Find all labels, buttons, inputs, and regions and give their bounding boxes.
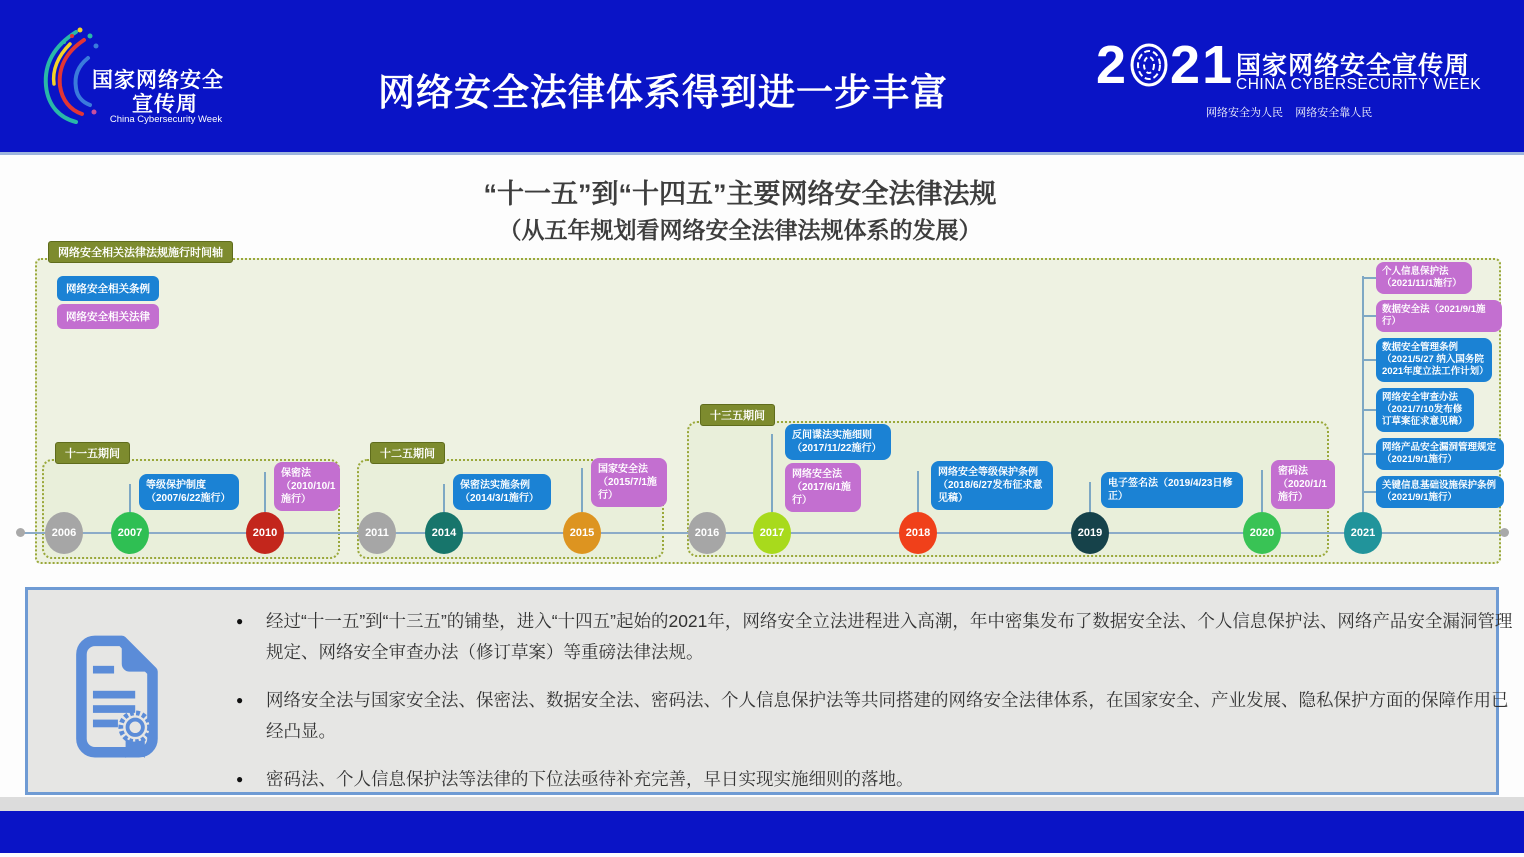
- event-connector: [264, 472, 266, 512]
- event-label: 网络安全等级保护条例（2018/6/27发布征求意见稿）: [931, 461, 1053, 510]
- year-node-2011: 2011: [358, 512, 396, 554]
- subtitle-line2: （从五年规划看网络安全法律法规体系的发展）: [498, 217, 982, 243]
- law-2021-label: 个人信息保护法（2021/11/1施行）: [1376, 262, 1472, 294]
- event-label: 反间谍法实施细则（2017/11/22施行）: [785, 424, 891, 460]
- footer-gray-strip: [0, 797, 1524, 811]
- year-node-2020: 2020: [1243, 512, 1281, 554]
- logo-left-cn-line2: 宣传周: [132, 93, 198, 116]
- event-connector: [129, 484, 131, 512]
- law-2021-label: 数据安全法（2021/9/1施行）: [1376, 300, 1502, 332]
- period-label: 十二五期间: [370, 442, 445, 464]
- event-connector: [443, 484, 445, 512]
- axis-end-dot: [16, 528, 25, 537]
- event-label: 等级保护制度（2007/6/22施行）: [139, 474, 239, 510]
- branch-line: [1363, 315, 1376, 317]
- event-label: 电子签名法（2019/4/23日修正）: [1101, 472, 1243, 508]
- event-label: 网络安全法（2017/6/1施行）: [785, 463, 861, 512]
- logo-right-en: CHINA CYBERSECURITY WEEK: [1236, 76, 1482, 93]
- branch-line: [1363, 409, 1376, 411]
- event-label: 保密法（2010/10/1施行）: [274, 462, 340, 511]
- legend-chip-regulation: 网络安全相关条例: [57, 276, 159, 301]
- logo-right-cn: 国家网络安全宣传周: [1236, 52, 1471, 80]
- event-label: 保密法实施条例（2014/3/1施行）: [453, 474, 551, 510]
- law-2021-label: 网络安全审查办法（2021/7/10发布修订草案征求意见稿）: [1376, 388, 1474, 432]
- notes-list: [266, 606, 1516, 812]
- year-node-2006: 2006: [45, 512, 83, 554]
- summary-notes-box: [25, 587, 1513, 795]
- year-node-2010: 2010: [246, 512, 284, 554]
- law-2021-label: 网络产品安全漏洞管理规定（2021/9/1施行）: [1376, 438, 1504, 470]
- event-label: 密码法（2020/1/1施行）: [1271, 460, 1335, 509]
- year-node-2016: 2016: [688, 512, 726, 554]
- logo-left-en: China Cybersecurity Week: [109, 114, 223, 125]
- law-2021-label: 关键信息基础设施保护条例（2021/9/1施行）: [1376, 476, 1504, 508]
- year-node-2014: 2014: [425, 512, 463, 554]
- event-connector: [1261, 470, 1263, 512]
- branch-line: [1363, 453, 1376, 455]
- trunk-2021: [1362, 276, 1364, 512]
- page-title: 网络安全法律体系得到进一步丰富: [378, 72, 948, 113]
- year-node-2018: 2018: [899, 512, 937, 554]
- period-label: 十三五期间: [700, 404, 775, 426]
- year-node-2007: 2007: [111, 512, 149, 554]
- year-node-2019: 2019: [1071, 512, 1109, 554]
- timeline-title-tag: 网络安全相关法律法规施行时间轴: [48, 241, 233, 263]
- year-node-2021: 2021: [1344, 512, 1382, 554]
- note-bullet: ● 密码法、个人信息保护法等法律的下位法亟待补充完善，早日实现实施细则的落地。: [266, 764, 1516, 795]
- logo-right-tagline: 网络安全为人民 网络安全靠人民: [1206, 107, 1373, 119]
- axis-end-dot: [1500, 528, 1509, 537]
- footer-blue-bar: [0, 811, 1524, 853]
- year-node-2015: 2015: [563, 512, 601, 554]
- event-connector: [1089, 482, 1091, 512]
- event-connector: [917, 471, 919, 512]
- legend-chip-law: 网络安全相关法律: [57, 304, 159, 329]
- logo-2021-digits: 21: [1170, 35, 1235, 95]
- event-connector: [581, 468, 583, 512]
- certificate-document-icon: [68, 635, 164, 761]
- branch-line: [1363, 491, 1376, 493]
- note-bullet: ● 经过“十一五”到“十三五”的铺垫，进入“十四五”起始的2021年，网络安全立法进程进入高潮，年中密集发布了数据安全法、个人信息保护法、网络产品安全漏洞管理规定、网络安全审查办法（修订草案）等重磅法律法规。: [266, 606, 1516, 668]
- logo-2021-digit: 2: [1096, 35, 1129, 95]
- subtitle-line1: “十一五”到“十四五”主要网络安全法律法规: [483, 179, 997, 209]
- law-2021-label: 数据安全管理条例（2021/5/27 纳入国务院2021年度立法工作计划）: [1376, 338, 1492, 382]
- year-node-2017: 2017: [753, 512, 791, 554]
- event-label: 国家安全法（2015/7/1施行）: [591, 458, 667, 507]
- branch-line: [1363, 277, 1376, 279]
- period-label: 十一五期间: [55, 442, 130, 464]
- logo-left-cn-line1: 国家网络安全: [92, 69, 224, 92]
- event-connector: [771, 473, 773, 512]
- branch-line: [1363, 359, 1376, 361]
- note-bullet: ● 网络安全法与国家安全法、保密法、数据安全法、密码法、个人信息保护法等共同搭建的网络安全法律体系，在国家安全、产业发展、隐私保护方面的保障作用已经凸显。: [266, 685, 1516, 747]
